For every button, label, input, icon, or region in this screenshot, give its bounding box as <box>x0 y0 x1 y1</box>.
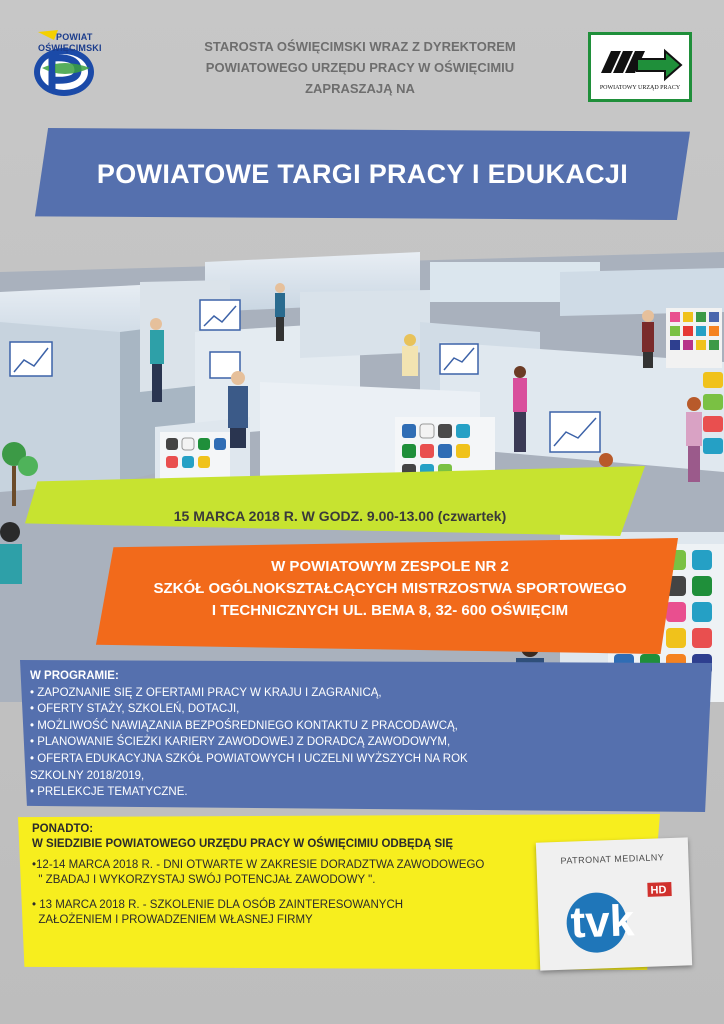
extra-item-line: " ZBADAJ I WYKORZYSTAJ SWÓJ POTENCJAŁ ZAWODOWY ". <box>32 874 376 886</box>
color-grid-icon <box>666 308 722 368</box>
intro-line: STAROSTA OŚWIĘCIMSKI WRAZ Z DYREKTOREM <box>204 39 516 54</box>
extra-heading: PONADTO: <box>32 823 94 835</box>
extra-item-line: •12-14 MARCA 2018 R. - DNI OTWARTE W ZAKRESIE DORADZTWA ZAWODOWEGO <box>32 859 485 871</box>
place-line: I TECHNICZNYCH UL. BEMA 8, 32- 600 OŚWIĘCIM <box>211 602 569 619</box>
extra-subheading: W SIEDZIBIE POWIATOWEGO URZĘDU PRACY W OŚWIĘCIMIU ODBĘDĄ SIĘ <box>32 838 454 850</box>
program-item: • OFERTY STAŻY, SZKOLEŃ, DOTACJI, <box>30 703 240 716</box>
tvk-logo-icon <box>551 868 678 960</box>
program-item: • ZAPOZNANIE SIĘ Z OFERTAMI PRACY W KRAJU I ZAGRANICĄ, <box>30 686 382 699</box>
powiat-logo <box>30 22 104 98</box>
program-item: • MOŻLIWOŚĆ NAWIĄZANIA BEZPOŚREDNIEGO KONTAKTU Z PRACODAWCĄ, <box>30 719 458 732</box>
place-line: SZKÓŁ OGÓLNOKSZTAŁCĄCYCH MISTRZOSTWA SPORTOWEGO <box>153 580 627 597</box>
logo-left-line1: POWIAT <box>56 32 93 42</box>
tvk-logo-text: tvk <box>569 896 636 948</box>
program-item: • OFERTA EDUKACYJNA SZKÓŁ POWIATOWYCH I UCZELNI WYŻSZYCH NA ROK <box>30 752 468 765</box>
intro-line: ZAPRASZAJĄ NA <box>305 81 415 96</box>
extra-item-line: • 13 MARCA 2018 R. - SZKOLENIE DLA OSÓB ZAINTERESOWANYCH <box>32 899 404 911</box>
page-title: POWIATOWE TARGI PRACY I EDUKACJI <box>96 158 629 189</box>
media-patron-badge <box>536 837 692 970</box>
program-heading: W PROGRAMIE: <box>30 670 119 682</box>
intro-text <box>150 36 570 99</box>
extra-events <box>32 822 542 928</box>
extra-item-line: ZAŁOŻENIEM I PROWADZENIEM WŁASNEJ FIRMY <box>32 914 313 926</box>
event-date: 15 MARCA 2018 R. W GODZ. 9.00-13.00 (czwartek) <box>173 508 507 524</box>
logo-left-line2: OŚWIĘCIMSKI <box>38 43 102 53</box>
intro-line: POWIATOWEGO URZĘDU PRACY W OŚWIĘCIMIU <box>205 60 515 75</box>
tvk-hd-text: HD <box>650 884 667 897</box>
program-item: SZKOLNY 2018/2019, <box>30 769 145 782</box>
place-line: W POWIATOWYM ZESPOLE NR 2 <box>271 558 509 575</box>
program-item: • PLANOWANIE ŚCIEŻKI KARIERY ZAWODOWEJ Z DORADCĄ ZAWODOWYM, <box>30 736 451 749</box>
program-list <box>30 668 700 801</box>
pup-arrow-icon <box>591 35 689 87</box>
program-item: • PRELEKCJE TEMATYCZNE. <box>30 786 188 799</box>
event-place <box>110 556 670 622</box>
badge-caption: PATRONAT MEDIALNY <box>560 852 665 866</box>
pup-caption: POWIATOWY URZĄD PRACY <box>599 85 681 91</box>
pup-logo <box>588 32 692 102</box>
